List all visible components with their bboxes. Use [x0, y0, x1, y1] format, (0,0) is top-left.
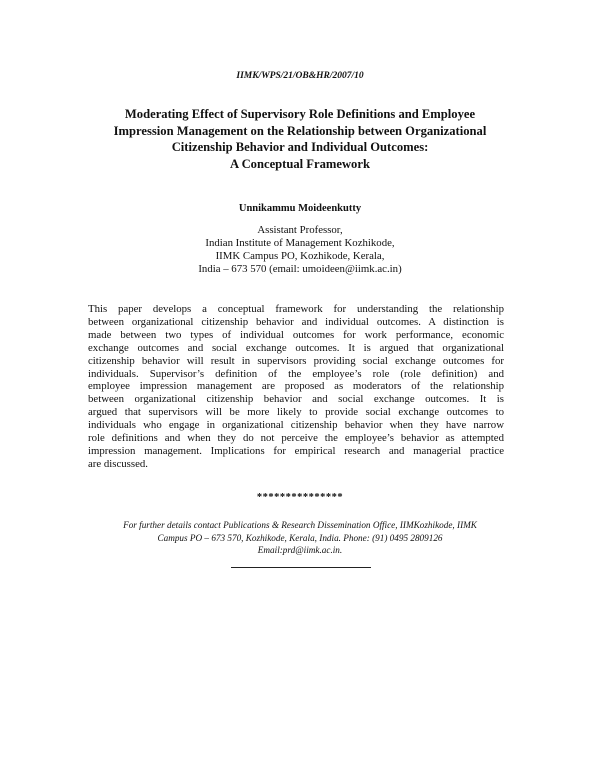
abstract	[88, 303, 504, 471]
contact-footer	[60, 519, 540, 557]
abstract-line: employee impression management are proposed as moderators of the relationship	[88, 380, 504, 393]
footer-divider	[231, 567, 371, 568]
abstract-line: made between two types of individual outcomes for work performance, economic	[88, 328, 504, 341]
abstract-line: exchange outcomes and social exchange outcomes. It is argued that organizational	[88, 341, 504, 354]
affiliation-line: IIMK Campus PO, Kozhikode, Kerala,	[215, 250, 385, 262]
abstract-line: role definitions and when they do not perceive the employee’s behavior as attempted	[88, 432, 504, 445]
abstract-line: individuals. Supervisor’s definition of the employee’s role (role definition) and	[88, 367, 504, 380]
author-affiliation	[0, 224, 600, 276]
abstract-line: argued that supervisors will be more likely to provide social exchange outcomes to	[88, 406, 504, 419]
affiliation-line: Indian Institute of Management Kozhikode,	[205, 237, 395, 249]
abstract-line: citizenship behavior will result in supervisors providing social exchange outcomes for	[88, 354, 504, 367]
section-separator: ***************	[256, 492, 344, 503]
paper-title	[60, 106, 540, 172]
abstract-line: This paper develops a conceptual framework for understanding the relationship	[88, 303, 504, 315]
title-line: A Conceptual Framework	[230, 156, 370, 171]
title-line: Moderating Effect of Supervisory Role Definitions and Employee	[124, 107, 476, 121]
working-paper-series-id: IIMK/WPS/21/OB&HR/2007/10	[236, 71, 364, 81]
author-name: Unnikammu Moideenkutty	[238, 203, 362, 214]
footer-line: For further details contact Publications & Research Dissemination Office, IIMKozhikode, IIMK	[123, 520, 477, 530]
affiliation-line: India – 673 570 (email: umoideen@iimk.ac.in)	[198, 263, 402, 275]
footer-line: Campus PO – 673 570, Kozhikode, Kerala, India. Phone: (91) 0495 2809126	[157, 532, 443, 543]
title-line: Impression Management on the Relationship between Organizational	[113, 123, 487, 138]
affiliation-line: Assistant Professor,	[257, 224, 343, 236]
abstract-line: individuals who engage in organizational citizenship behavior when they have narrow	[88, 419, 504, 432]
footer-line: Email:prd@iimk.ac.in.	[257, 545, 343, 556]
title-line: Citizenship Behavior and Individual Outcomes:	[171, 140, 429, 154]
abstract-line: impression management. Implications for empirical research and managerial practice	[88, 444, 504, 457]
abstract-line: between organizational citizenship behavior and social exchange outcomes. It is	[88, 393, 504, 406]
abstract-line: between organizational citizenship behavior and individual outcomes. A distinction is	[88, 315, 504, 328]
abstract-line: are discussed.	[88, 457, 148, 470]
